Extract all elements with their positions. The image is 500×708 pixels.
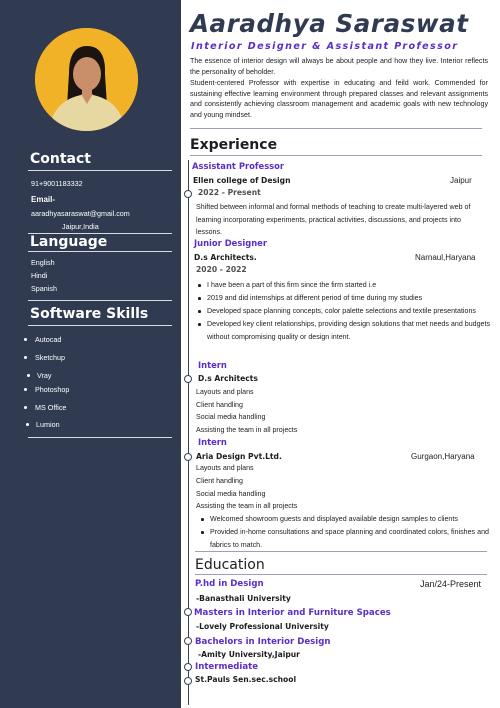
software-item: Vray xyxy=(37,371,52,380)
header-divider xyxy=(190,128,482,129)
sidebar xyxy=(0,0,181,708)
profile-photo-illustration xyxy=(35,28,138,131)
timeline-dot xyxy=(184,677,192,685)
experience-line: Client handling xyxy=(196,477,243,485)
timeline-dot xyxy=(184,375,192,383)
language-item: Spanish xyxy=(31,284,57,293)
experience-role: Assistant Professor xyxy=(192,161,285,171)
language-divider xyxy=(28,251,172,252)
education-institute: -Banasthali University xyxy=(196,594,291,603)
experience-org: D.s Architects. xyxy=(194,253,257,262)
experience-bullets xyxy=(201,513,489,552)
timeline-dot xyxy=(184,190,192,198)
language-heading: Language xyxy=(30,234,108,250)
timeline-dot xyxy=(184,663,192,671)
contact-email-label: Email- xyxy=(31,195,56,204)
education-divider xyxy=(195,574,487,575)
experience-heading: Experience xyxy=(190,137,278,153)
experience-org: Ellen college of Design xyxy=(193,176,291,185)
summary-paragraph: The essence of interior design will always be about people and how they live. Interior reflects the personality of beholder. xyxy=(190,57,488,76)
software-item: Photoshop xyxy=(35,385,70,394)
experience-org: D.s Architects xyxy=(198,374,258,383)
experience-bullet: 2019 and did internships at different period of time during my studies xyxy=(198,292,490,305)
experience-bullet: Welcomed showroom guests and displayed available design samples to clients xyxy=(201,513,489,526)
software-item: Lumion xyxy=(36,420,60,429)
experience-location: Narnaul,Haryana xyxy=(415,253,476,262)
experience-bullet: Developed key client relationships, providing design solutions that met needs and budgets without compromising quality or design intent. xyxy=(198,318,490,344)
timeline-dot xyxy=(184,637,192,645)
experience-line: Client handling xyxy=(196,401,243,409)
experience-line: Social media handling xyxy=(196,413,266,421)
person-name: Aaradhya Saraswat xyxy=(190,9,469,38)
software-divider-top xyxy=(28,300,172,301)
bullet-icon xyxy=(26,423,29,426)
education-institute: -Lovely Professional University xyxy=(196,622,329,631)
education-title: Bachelors in Interior Design xyxy=(195,637,331,647)
experience-org: Aria Design Pvt.Ltd. xyxy=(196,452,282,461)
summary-paragraph: Student-centered Professor with expertise in educating and feild work. Commended for sustaining effective learning environment through prepared classes and relevant assignments and consistently achieving classroom management and academic goals with new technology and young mindset. xyxy=(190,79,488,119)
experience-description: Shifted between informal and formal methods of teaching to create multi-layered web of learning incorporating experiments, practical activities, discussions, and projects into lessons. xyxy=(196,203,471,236)
experience-bullet: Developed space planning concepts, color palette selections and textile presentations xyxy=(198,305,490,318)
experience-line: Layouts and plans xyxy=(196,388,254,396)
experience-divider xyxy=(190,155,482,156)
bullet-icon xyxy=(24,338,27,341)
experience-bottom-divider xyxy=(195,551,487,552)
education-date: Jan/24-Present xyxy=(420,579,482,589)
experience-line: Layouts and plans xyxy=(196,464,254,472)
education-institute: St.Pauls Sen.sec.school xyxy=(195,675,297,684)
software-divider-bottom xyxy=(28,437,172,438)
experience-location: Gurgaon,Haryana xyxy=(411,452,475,461)
language-item: Hindi xyxy=(31,271,48,280)
timeline-dot xyxy=(184,608,192,616)
experience-line: Social media handling xyxy=(196,490,266,498)
software-item: Autocad xyxy=(35,335,62,344)
contact-location: Jaipur,India xyxy=(62,222,99,231)
software-divider xyxy=(28,325,172,326)
bullet-icon xyxy=(27,374,30,377)
experience-bullet: I have been a part of this firm since the firm started i.e xyxy=(198,279,490,292)
contact-divider xyxy=(28,170,172,171)
experience-role: Intern xyxy=(198,360,227,370)
software-item: Sketchup xyxy=(35,353,65,362)
bullet-icon xyxy=(24,388,27,391)
bullet-icon xyxy=(24,356,27,359)
job-title: Interior Designer & Assistant Professor xyxy=(191,41,459,52)
software-item: MS Office xyxy=(35,403,67,412)
contact-phone: 91+9001183332 xyxy=(31,179,83,188)
education-institute: -Amity University,Jaipur xyxy=(198,650,300,659)
education-title: Intermediate xyxy=(195,662,259,672)
profile-photo xyxy=(35,28,138,131)
bullet-icon xyxy=(24,406,27,409)
experience-location: Jaipur xyxy=(450,176,472,185)
timeline-line xyxy=(188,160,189,705)
experience-role: Junior Designer xyxy=(194,238,267,248)
contact-heading: Contact xyxy=(30,151,91,167)
timeline-dot xyxy=(184,453,192,461)
education-title: Masters in Interior and Furniture Spaces xyxy=(194,608,391,618)
experience-line: Assisting the team in all projects xyxy=(196,426,298,434)
experience-bullets xyxy=(198,279,490,344)
education-heading: Education xyxy=(195,557,265,573)
software-heading: Software Skills xyxy=(30,306,149,322)
education-title: P.hd in Design xyxy=(195,579,264,589)
experience-role: Intern xyxy=(198,437,227,447)
experience-line: Assisting the team in all projects xyxy=(196,502,298,510)
experience-date: 2022 - Present xyxy=(198,188,261,197)
experience-bullet: Provided in-home consultations and space planning and coordinated colors, finishes and fabrics to match. xyxy=(201,526,489,552)
language-item: English xyxy=(31,258,55,267)
contact-email: aaradhyasaraswat@gmail.com xyxy=(31,209,130,218)
experience-date: 2020 - 2022 xyxy=(196,265,247,274)
